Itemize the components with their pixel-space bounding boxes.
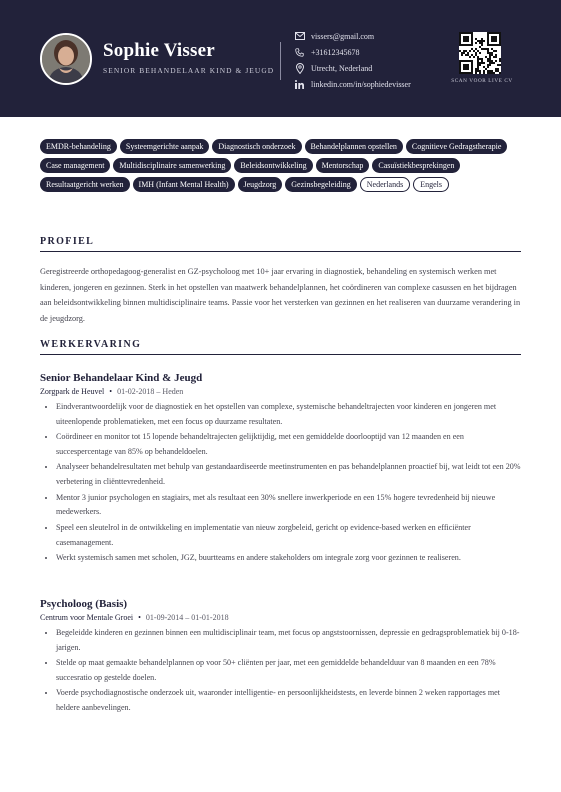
profile-text: Geregistreerde orthopedagoog-generalist en GZ-psycholoog met 10+ jaar ervaring in diagnostiek, behandeling en systemisch werken met kinderen, jongeren en gezinnen. Sterk in het opstellen van maatwerk behandelplannen, het coördineren van complexe casussen en het bijdragen aan beleidsontwikkeling binnen multidisciplinaire teams. Passie voor het versterken van gezinnen en het realiseren van duurzame verandering in de jeugdzorg.: [40, 267, 521, 323]
contact-phone-text: +31612345678: [311, 47, 360, 57]
skill-tag: EMDR-behandeling: [40, 139, 117, 154]
skill-tag: Systeemgerichte aanpak: [120, 139, 210, 154]
profile-photo: [40, 33, 92, 85]
skill-tag: Jeugdzorg: [238, 177, 283, 192]
language-tag: Nederlands: [360, 177, 410, 192]
profile-heading: PROFIEL: [40, 236, 521, 252]
job-company: Centrum voor Mentale Groei: [40, 613, 134, 622]
location-icon: [294, 63, 305, 74]
job-company: Zorgpark de Heuvel: [40, 387, 105, 396]
profile-photo-image: [42, 35, 90, 83]
contact-email[interactable]: [294, 28, 411, 44]
job-bullets: [40, 400, 521, 566]
contact-email-text: vissers@gmail.com: [311, 31, 375, 41]
skill-tag: Beleidsontwikkeling: [234, 158, 312, 173]
job-bullet: • Speel een sleutelrol in de ontwikkeling en implementatie van nieuw zorgbeleid, gericht op evidence-based werken en efficiënter casemanagement.: [56, 521, 521, 551]
email-icon: [294, 31, 305, 42]
header-divider: [280, 42, 281, 80]
job-bullet: • Coördineer en monitor tot 15 lopende behandeltrajecten gelijktijdig, met een gemiddelde doorlooptijd van 12 maanden en een succespercentage van 85% op behandeldoelen.: [56, 430, 521, 460]
job-bullets: [40, 626, 521, 716]
skill-tag: Case management: [40, 158, 110, 173]
job-dates: 01-02-2018 – Heden: [117, 387, 184, 396]
skills-tags: [40, 139, 522, 192]
skill-tag: Casuïstiekbesprekingen: [372, 158, 460, 173]
job-bullet: • Werkt systemisch samen met scholen, JGZ, buurtteams en andere stakeholders om integrale zorg voor gezinnen te realiseren.: [56, 551, 521, 566]
language-tag: Engels: [413, 177, 449, 192]
linkedin-icon: [294, 79, 305, 90]
job-entry: [40, 598, 521, 717]
contact-list: [294, 28, 411, 92]
contact-location: [294, 60, 411, 76]
skill-tag: Diagnostisch onderzoek: [212, 139, 301, 154]
contact-linkedin[interactable]: [294, 76, 411, 92]
job-entry: [40, 372, 521, 566]
qr-caption: SCAN VOOR LIVE CV: [451, 78, 513, 84]
qr-code-image: [459, 32, 501, 74]
qr-code[interactable]: [459, 32, 501, 74]
experience-heading: WERKERVARING: [40, 339, 521, 355]
contact-location-text: Utrecht, Nederland: [311, 63, 373, 73]
job-dates: 01-09-2014 – 01-01-2018: [145, 613, 229, 622]
candidate-name: Sophie Visser: [103, 40, 215, 61]
contact-linkedin-text: linkedin.com/in/sophiedevisser: [311, 79, 411, 89]
phone-icon: [294, 47, 305, 58]
separator-dot: •: [138, 613, 141, 622]
skill-tag: Gezinsbegeleiding: [285, 177, 357, 192]
job-bullet: • Analyseer behandelresultaten met behulp van gestandaardiseerde meetinstrumenten en pas behandelplannen proactief bij, wat leidt tot een 20% verbetering in cliënttevredenheid.: [56, 460, 521, 490]
skill-tag: Cognitieve Gedragstherapie: [406, 139, 508, 154]
skill-tag: IMH (Infant Mental Health): [133, 177, 235, 192]
contact-phone[interactable]: [294, 44, 411, 60]
candidate-job-title: SENIOR BEHANDELAAR KIND & JEUGD: [103, 66, 275, 75]
job-title: Senior Behandelaar Kind & Jeugd: [40, 372, 203, 384]
skill-tag: Mentorschap: [316, 158, 370, 173]
skill-tag: Behandelplannen opstellen: [305, 139, 403, 154]
job-bullet: • Begeleidde kinderen en gezinnen binnen een multidisciplinair team, met focus op angststoornissen, depressie en gedragsproblematiek bij 0-18-jarigen.: [56, 626, 521, 656]
skill-tag: Resultaatgericht werken: [40, 177, 130, 192]
job-bullet: • Voerde psychodiagnostische onderzoek uit, waaronder intelligentie- en persoonlijkheidstests, en leverde binnen 2 weken rapportages met heldere aanbevelingen.: [56, 686, 521, 716]
separator-dot: •: [109, 387, 113, 396]
job-bullet: • Mentor 3 junior psychologen en stagiairs, met als resultaat een 30% snellere inwerkperiode en een 15% hogere tevredenheid bij nieuwe medewerkers.: [56, 491, 521, 521]
job-meta: [40, 387, 521, 396]
job-title: Psycholoog (Basis): [40, 598, 128, 610]
job-bullet: • Eindverantwoordelijk voor de diagnostiek en het opstellen van complexe, systemische behandeltrajecten voor kinderen en jongeren met uiteenlopende problematieken, met een focus op duurzame resultaten.: [56, 400, 521, 430]
job-bullet: • Stelde op maat gemaakte behandelplannen op voor 50+ cliënten per jaar, met een gemiddelde behandelduur van 8 maanden en een 78% succesratio op gestelde doelen.: [56, 656, 521, 686]
skill-tag: Multidisciplinaire samenwerking: [113, 158, 231, 173]
resume-header: [0, 0, 561, 117]
job-meta: [40, 613, 521, 622]
